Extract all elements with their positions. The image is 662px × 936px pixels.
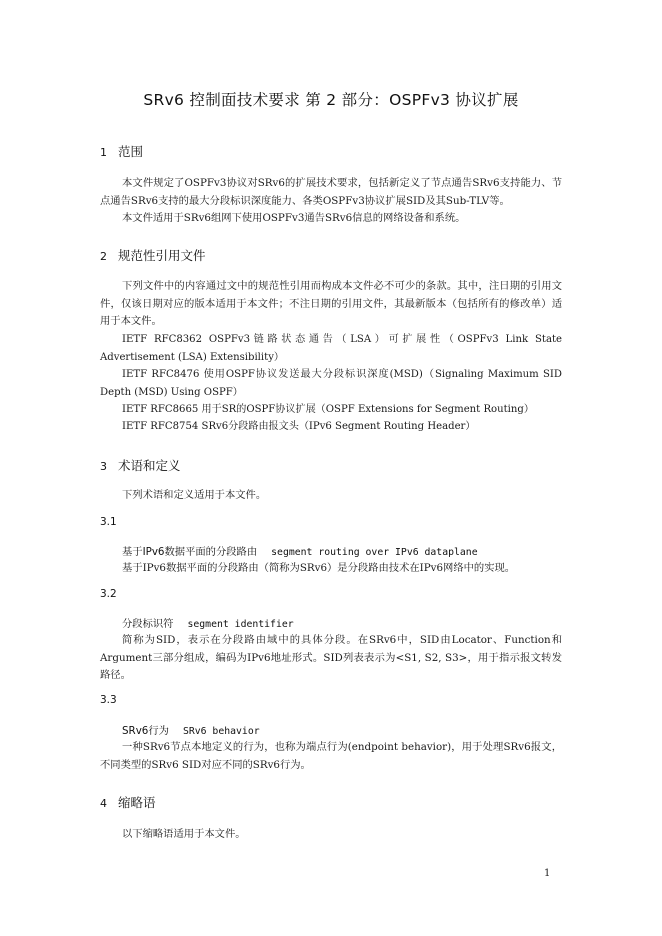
reference-item: IETF RFC8665 用于SR的OSPF协议扩展（OSPF Extensions for Segment Routing） — [122, 404, 534, 415]
section-1-paragraph-1: 本文件规定了OSPFv3协议对SRv6的扩展技术要求，包括新定义了节点通告SRv6支持能力、节点通告SRv6支持的最大分段标识深度能力、各类OSPFv3协议扩展SID及其Sub-TLV等。 — [100, 177, 562, 207]
section-4-intro: 以下缩略语适用于本文件。 — [122, 828, 246, 840]
reference-item: IETF RFC8362 OSPFv3链路状态通告（LSA）可扩展性（OSPFv3 Link State Advertisement (LSA) Extensibility） — [100, 334, 562, 363]
section-1-paragraph-2: 本文件适用于SRv6组网下使用OSPFv3通告SRv6信息的网络设备和系统。 — [122, 212, 466, 224]
term-heading — [122, 722, 260, 737]
section-4-heading — [100, 793, 156, 811]
section-number: 2 — [100, 250, 107, 263]
section-number: 3 — [100, 460, 107, 473]
section-3-intro: 下列术语和定义适用于本文件。 — [122, 489, 267, 501]
term-number: 3.2 — [100, 588, 117, 600]
term-english: SRv6 behavior — [182, 726, 260, 737]
term-heading — [122, 543, 478, 558]
reference-item: IETF RFC8754 SRv6分段路由报文头（IPv6 Segment Routing Header） — [122, 421, 476, 432]
section-title: 缩略语 — [118, 795, 156, 810]
page-number: 1 — [544, 868, 551, 879]
section-number: 4 — [100, 797, 107, 810]
term-english: segment identifier — [187, 619, 294, 630]
term-definition: 简称为SID，表示在分段路由域中的具体分段。在SRv6中，SID由Locator、Function和Argument三部分组成，编码为IPv6地址形式。SID列表表示为<S1, S2, S3>，用于指示报文转发路径。 — [100, 634, 562, 681]
term-chinese: 基于IPv6数据平面的分段路由 — [122, 546, 258, 558]
section-1-heading — [100, 142, 143, 160]
section-title: 术语和定义 — [118, 458, 181, 473]
section-number: 1 — [100, 146, 107, 159]
reference-item: IETF RFC8476 使用OSPF协议发送最大分段标识深度(MSD)（Signaling Maximum SID Depth (MSD) Using OSPF） — [100, 369, 562, 398]
document-title: SRv6 控制面技术要求 第 2 部分：OSPFv3 协议扩展 — [143, 91, 519, 109]
section-2-heading — [100, 246, 206, 264]
term-heading — [122, 615, 294, 630]
term-definition: 一种SRv6节点本地定义的行为，也称为端点行为(endpoint behavior)，用于处理SRv6报文，不同类型的SRv6 SID对应不同的SRv6行为。 — [100, 741, 562, 771]
term-number: 3.1 — [100, 516, 117, 528]
term-number: 3.3 — [100, 694, 117, 706]
term-english: segment routing over IPv6 dataplane — [271, 547, 478, 558]
section-2-intro: 下列文件中的内容通过文中的规范性引用而构成本文件必不可少的条款。其中，注日期的引用文件，仅该日期对应的版本适用于本文件；不注日期的引用文件，其最新版本（包括所有的修改单）适用于本文件。 — [100, 280, 562, 327]
term-chinese: 分段标识符 — [122, 618, 174, 630]
section-title: 规范性引用文件 — [118, 248, 206, 263]
term-definition: 基于IPv6数据平面的分段路由（简称为SRv6）是分段路由技术在IPv6网络中的实现。 — [122, 562, 516, 574]
section-3-heading — [100, 456, 181, 474]
term-chinese: SRv6行为 — [122, 725, 169, 737]
section-title: 范围 — [118, 144, 144, 159]
